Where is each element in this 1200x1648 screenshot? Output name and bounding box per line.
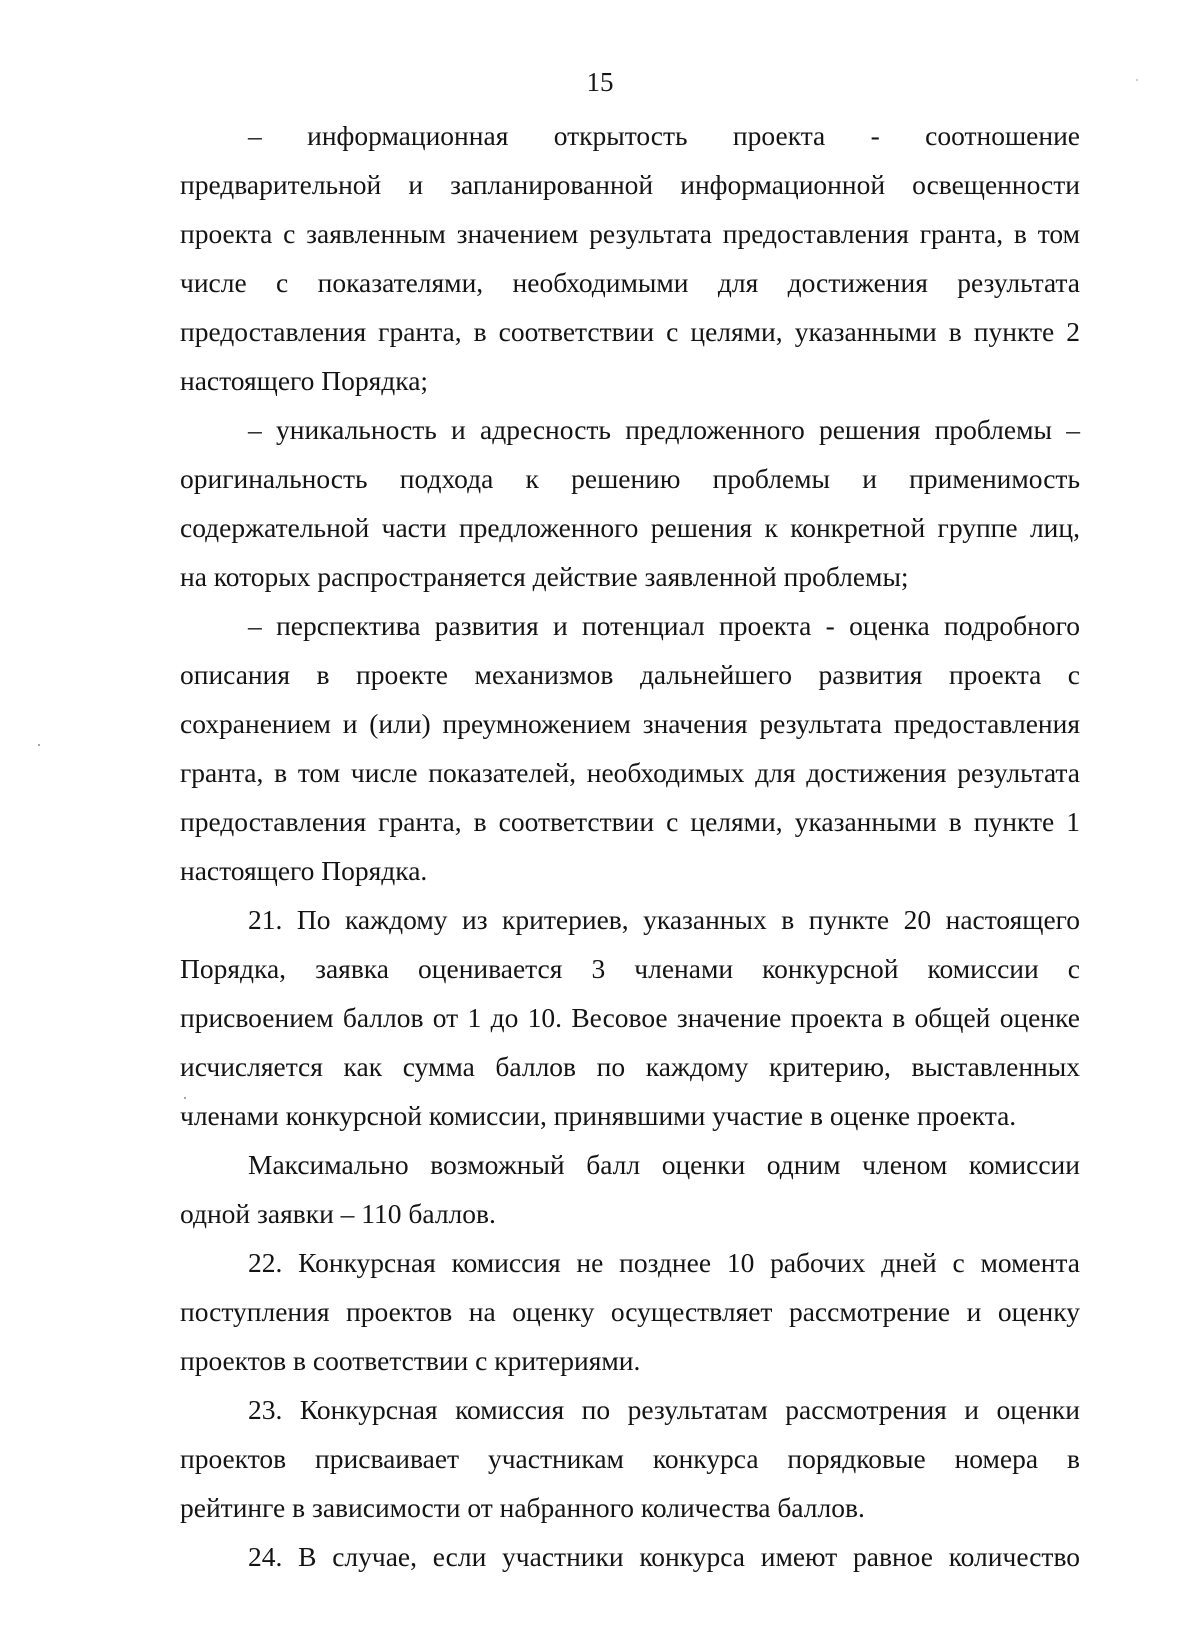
text-line: одной заявки – 110 баллов. [180,1198,496,1229]
text-line: предоставления гранта, в соответствии с целями, указанными в пункте 1 [180,806,1080,837]
text-line: – информационная открытость проекта - соотношение [248,120,1080,151]
paragraph-development-perspective [180,601,1080,895]
text-line: предоставления гранта, в соответствии с целями, указанными в пункте 2 [180,316,1080,347]
text-line: – уникальность и адресность предложенного решения проблемы – [248,414,1080,445]
paragraph-item-21 [180,895,1080,1140]
text-line: настоящего Порядка. [180,855,428,886]
text-line: оригинальность подхода к решению проблемы и применимость [180,463,1080,494]
scan-speck [38,744,40,746]
text-line: числе с показателями, необходимыми для достижения результата [180,267,1080,298]
text-line: поступления проектов на оценку осуществляет рассмотрение и оценку [180,1296,1080,1327]
text-line: исчисляется как сумма баллов по каждому критерию, выставленных [180,1051,1080,1082]
text-line: проектов в соответствии с критериями. [180,1345,641,1376]
page-number: 15 [586,67,614,97]
text-line: сохранением и (или) преумножением значения результата предоставления [180,708,1080,739]
paragraph-information-openness [180,111,1080,405]
text-line: – перспектива развития и потенциал проекта - оценка подробного [248,610,1080,641]
text-line: Порядка, заявка оценивается 3 членами конкурсной комиссии с [180,953,1080,984]
scan-speck [1136,79,1138,81]
text-line: членами конкурсной комиссии, принявшими участие в оценке проекта. [180,1100,1017,1131]
text-line: 24. В случае, если участники конкурса имеют равное количество [248,1541,1080,1572]
document-body [180,111,1080,1581]
text-line: рейтинге в зависимости от набранного количества баллов. [180,1492,865,1523]
paragraph-item-22 [180,1238,1080,1385]
text-line: проектов присваивает участникам конкурса порядковые номера в [180,1443,1080,1474]
text-line: содержательной части предложенного решения к конкретной группе лиц, [180,512,1080,543]
text-line: присвоением баллов от 1 до 10. Весовое значение проекта в общей оценке [180,1002,1080,1033]
paragraph-max-score [180,1140,1080,1238]
text-line: гранта, в том числе показателей, необходимых для достижения результата [180,757,1080,788]
text-line: 23. Конкурсная комиссия по результатам рассмотрения и оценки [248,1394,1080,1425]
text-line: описания в проекте механизмов дальнейшего развития проекта с [180,659,1080,690]
text-line: настоящего Порядка; [180,365,429,396]
paragraph-item-23 [180,1385,1080,1532]
paragraph-uniqueness [180,405,1080,601]
text-line: на которых распространяется действие заявленной проблемы; [180,561,909,592]
text-line: 22. Конкурсная комиссия не позднее 10 рабочих дней с момента [248,1247,1080,1278]
text-line: предварительной и запланированной информационной освещенности [180,169,1080,200]
text-line: 21. По каждому из критериев, указанных в пункте 20 настоящего [248,904,1080,935]
text-line: проекта с заявленным значением результата предоставления гранта, в том [180,218,1080,249]
paragraph-item-24 [180,1532,1080,1581]
scan-speck [184,1097,186,1099]
text-line: Максимально возможный балл оценки одним членом комиссии [248,1149,1080,1180]
